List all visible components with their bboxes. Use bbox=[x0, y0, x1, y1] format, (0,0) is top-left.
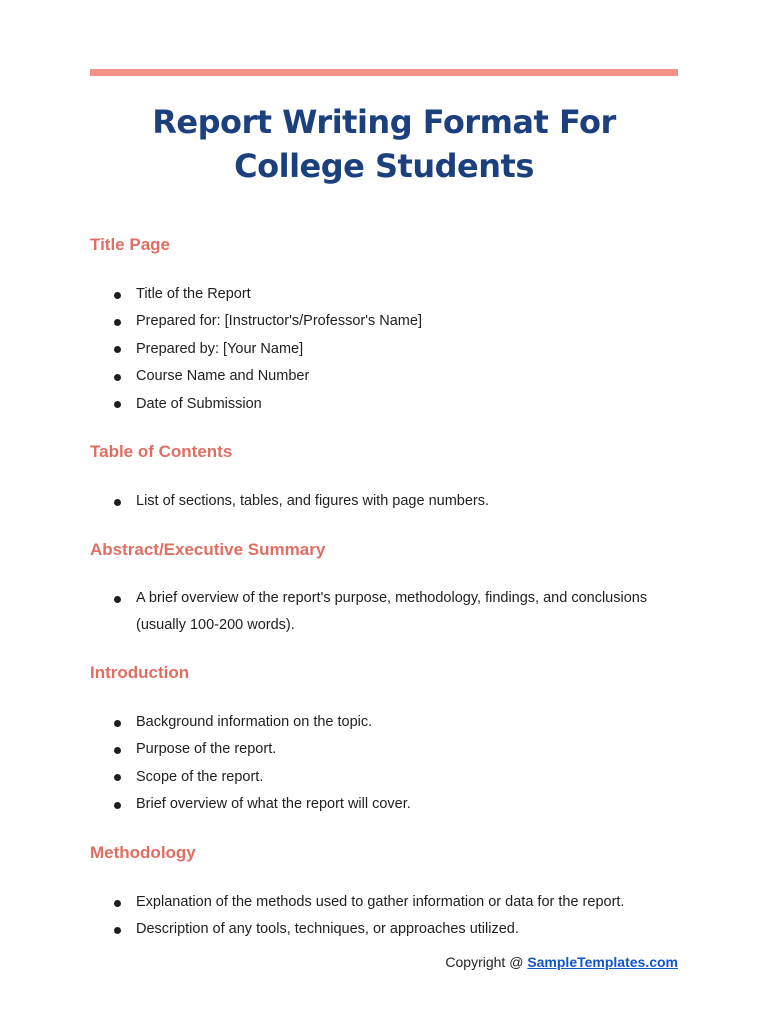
sampletemplates-link[interactable]: SampleTemplates.com bbox=[527, 954, 678, 970]
list-item-text: Date of Submission bbox=[136, 395, 262, 412]
bullet-icon bbox=[114, 900, 121, 907]
list-item bbox=[90, 363, 690, 390]
bullet-icon bbox=[114, 802, 121, 809]
list-item bbox=[90, 391, 690, 418]
list-item bbox=[90, 916, 690, 943]
list-item bbox=[90, 736, 690, 763]
section-heading-title-page: Title Page bbox=[90, 235, 170, 254]
title-page-list bbox=[90, 281, 690, 418]
methodology-list bbox=[90, 889, 690, 944]
bullet-icon bbox=[114, 720, 121, 727]
bullet-icon bbox=[114, 374, 121, 381]
copyright-text: Copyright @ bbox=[445, 954, 528, 970]
bullet-icon bbox=[114, 774, 121, 781]
list-item bbox=[90, 336, 690, 363]
section-heading-introduction: Introduction bbox=[90, 663, 190, 682]
list-item-text: List of sections, tables, and figures with page numbers. bbox=[136, 493, 490, 509]
list-item-text: Prepared for: [Instructor's/Professor's Name] bbox=[136, 313, 422, 330]
list-item-text: Explanation of the methods used to gather information or data for the report. bbox=[136, 894, 625, 910]
section-heading-methodology: Methodology bbox=[90, 843, 196, 862]
bullet-icon bbox=[114, 927, 121, 934]
list-item bbox=[90, 281, 690, 308]
list-item bbox=[90, 764, 690, 791]
table-of-contents-list bbox=[90, 488, 690, 515]
bullet-icon bbox=[114, 346, 121, 353]
list-item-text: Background information on the topic. bbox=[136, 714, 373, 730]
list-item-text: Brief overview of what the report will cover. bbox=[136, 796, 411, 813]
list-item bbox=[90, 488, 690, 515]
list-item-text: Prepared by: [Your Name] bbox=[136, 340, 304, 357]
list-item-text: A brief overview of the report's purpose, methodology, findings, and conclusions (usually 100-200 words). bbox=[136, 590, 648, 634]
page-title: Report Writing Format For College Students bbox=[152, 103, 616, 185]
bullet-icon bbox=[114, 292, 121, 299]
copyright-footer bbox=[445, 952, 678, 972]
list-item bbox=[90, 889, 690, 916]
bullet-icon bbox=[114, 596, 121, 603]
bullet-icon bbox=[114, 499, 121, 506]
list-item-text: Description of any tools, techniques, or approaches utilized. bbox=[136, 921, 519, 938]
list-item-text: Course Name and Number bbox=[136, 368, 310, 385]
abstract-list bbox=[90, 585, 690, 640]
bullet-icon bbox=[114, 319, 121, 326]
bullet-icon bbox=[114, 747, 121, 754]
bullet-icon bbox=[114, 401, 121, 408]
list-item-text: Purpose of the report. bbox=[136, 741, 277, 758]
introduction-list bbox=[90, 709, 690, 819]
top-accent-bar bbox=[90, 69, 678, 76]
list-item-text: Scope of the report. bbox=[136, 768, 264, 785]
section-heading-abstract: Abstract/Executive Summary bbox=[90, 540, 326, 559]
list-item bbox=[90, 791, 690, 818]
list-item bbox=[90, 308, 690, 335]
section-heading-table-of-contents: Table of Contents bbox=[90, 442, 233, 461]
list-item-text: Title of the Report bbox=[136, 286, 251, 302]
list-item bbox=[90, 709, 690, 736]
list-item bbox=[90, 585, 690, 640]
